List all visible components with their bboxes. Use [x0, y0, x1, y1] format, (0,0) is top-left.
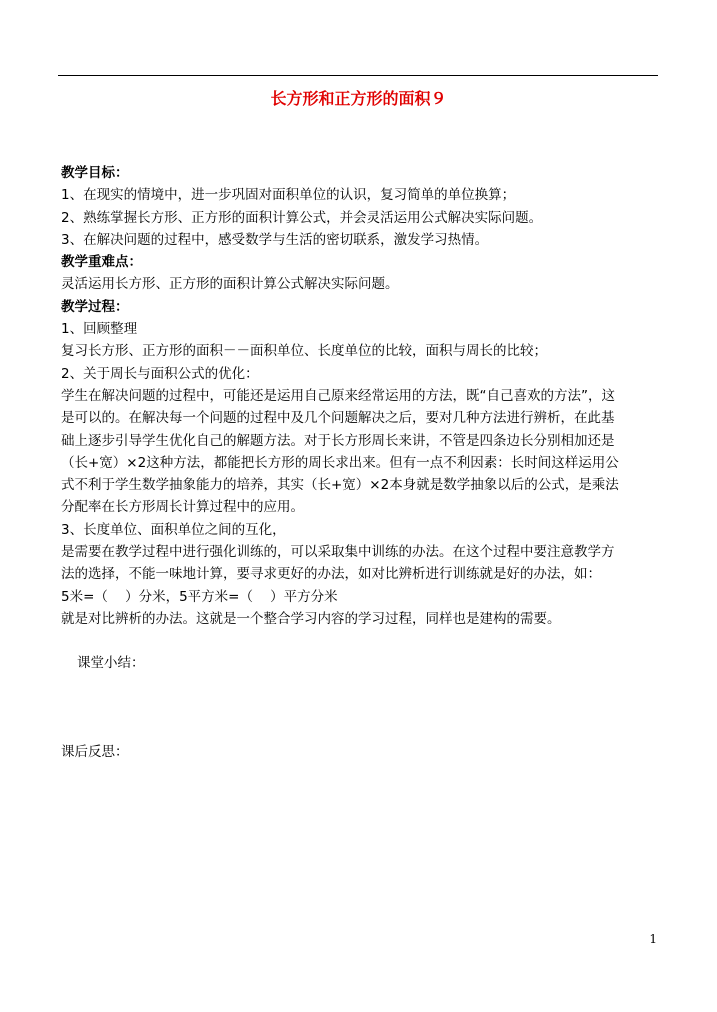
keypoints-heading: 教学重难点：	[61, 254, 142, 271]
step-2-title: 2、关于周长与面积公式的优化：	[61, 365, 259, 382]
step-2-line: （长+宽）×2这种方法，都能把长方形的周长求出来。但有一点不利因素：长时间这样运用公	[61, 454, 619, 471]
goals-heading: 教学目标：	[61, 165, 129, 181]
step-3-example: 5米=（ ）分米，5平方米=（ ）平方分米	[61, 588, 338, 605]
step-2-line: 式不利于学生数学抽象能力的培养，其实（长+宽）×2本身就是数学抽象以后的公式，是乘法	[61, 477, 619, 494]
goal-item-1: 1、在现实的情境中，进一步巩固对面积单位的认识，复习简单的单位换算；	[61, 187, 516, 204]
step-2-line: 是可以的。在解决每一个问题的过程中及几个问题解决之后，要对几种方法进行辨析，在此基	[61, 410, 615, 427]
step-2-line: 分配率在长方形周长计算过程中的应用。	[61, 499, 304, 516]
keypoints-text: 灵活运用长方形、正方形的面积计算公式解决实际问题。	[61, 276, 399, 293]
step-1-text: 复习长方形、正方形的面积－－面积单位、长度单位的比较，面积与周长的比较；	[61, 343, 547, 360]
page-number: 1	[649, 932, 657, 946]
step-1-title: 1、回顾整理	[61, 321, 138, 338]
step-3-line: 法的选择，不能一味地计算，要寻求更好的办法，如对比辨析进行训练就是好的办法，如：	[61, 566, 601, 583]
step-3-title: 3、长度单位、面积单位之间的互化，	[61, 521, 286, 538]
step-3-line: 是需要在教学过程中进行强化训练的，可以采取集中训练的办法。在这个过程中要注意教学方	[61, 544, 615, 561]
process-heading: 教学过程：	[61, 298, 129, 315]
step-3-line: 就是对比辨析的办法。这就是一个整合学习内容的学习过程，同样也是建构的需要。	[61, 610, 561, 627]
document-body	[61, 162, 661, 763]
summary-label: 课堂小结：	[77, 655, 145, 672]
page-title: 长方形和正方形的面积９	[270, 89, 447, 108]
header-rule	[58, 75, 658, 76]
step-2-line: 础上逐步引导学生优化自己的解题方法。对于长方形周长来讲，不管是四条边长分别相加还是	[61, 432, 615, 449]
goal-item-3: 3、在解决问题的过程中，感受数学与生活的密切联系，激发学习热情。	[61, 231, 489, 248]
reflection-label: 课后反思：	[61, 743, 129, 760]
goal-item-2: 2、熟练掌握长方形、正方形的面积计算公式，并会灵活运用公式解决实际问题。	[61, 209, 543, 226]
step-2-line: 学生在解决问题的过程中，可能还是运用自己原来经常运用的方法，既“自己喜欢的方法”，这	[61, 387, 615, 404]
